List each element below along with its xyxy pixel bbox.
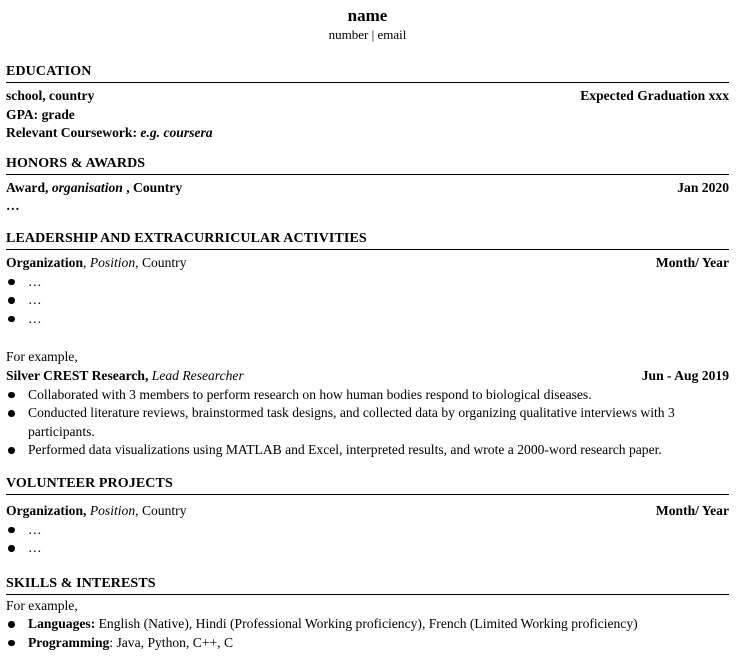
volunteer-org-line (6, 502, 187, 521)
bullet-icon (6, 386, 28, 399)
volunteer-position: Position, (89, 502, 139, 518)
section-heading-honors: HONORS & AWARDS (6, 156, 729, 175)
skills-intro: For example, (6, 597, 78, 613)
leadership-separator: , (83, 254, 90, 270)
skills-programming-line (28, 634, 729, 653)
volunteer-organization: Organization, (6, 502, 90, 518)
leadership-bullet-text: … (28, 292, 42, 308)
skills-programming-value: : Java, Python, C++, C (109, 634, 234, 650)
education-gpa: GPA: grade (6, 106, 75, 122)
education-school-row (6, 87, 729, 106)
bullet-icon (6, 634, 28, 647)
honors-date: Jan 2020 (677, 179, 729, 195)
resume-name: name (347, 6, 388, 25)
volunteer-country: Country (138, 502, 187, 518)
bullet-icon (6, 521, 28, 534)
volunteer-bullet (6, 521, 729, 540)
honors-award-row (6, 179, 729, 198)
leadership-example-bullet-text: Conducted literature reviews, brainstormed task designs, and collected data by organizing qualitative interviews with 3 participants. (28, 405, 675, 439)
bullet-icon (6, 404, 28, 417)
bullet-icon (6, 539, 28, 552)
leadership-example-bullet (6, 404, 729, 441)
leadership-org-row (6, 254, 729, 273)
section-heading-skills: SKILLS & INTERESTS (6, 576, 729, 595)
leadership-bullet-text: … (28, 273, 42, 289)
leadership-country: Country (138, 254, 187, 270)
education-graduation: Expected Graduation xxx (580, 88, 729, 103)
leadership-bullet (6, 310, 729, 329)
bullet-icon (6, 441, 28, 454)
leadership-example-bullet (6, 441, 729, 460)
honors-country: , Country (122, 179, 183, 195)
education-school: school, country (6, 88, 95, 103)
section-heading-volunteer: VOLUNTEER PROJECTS (6, 476, 729, 495)
leadership-example-position: Lead Researcher (151, 367, 244, 383)
volunteer-bullet (6, 539, 729, 558)
skills-programming-label: Programming (28, 634, 110, 650)
leadership-bullet-text: … (28, 310, 42, 326)
bullet-icon (6, 310, 28, 323)
leadership-example-org-line (6, 367, 244, 386)
leadership-example-date: Jun - Aug 2019 (641, 367, 729, 383)
bullet-icon (6, 291, 28, 304)
volunteer-org-row (6, 502, 729, 521)
bullet-icon (6, 615, 28, 628)
leadership-bullet (6, 291, 729, 310)
leadership-date: Month/ Year (655, 254, 729, 270)
leadership-org-line (6, 254, 187, 273)
skills-bullet-programming (6, 634, 729, 653)
education-coursework-example: e.g. coursera (137, 125, 213, 141)
leadership-example-bullet (6, 386, 729, 405)
education-coursework-label: Relevant Coursework: (6, 125, 138, 141)
leadership-example-intro: For example, (6, 349, 78, 365)
honors-award-line (6, 179, 182, 198)
bullet-icon (6, 273, 28, 286)
leadership-example-organization: Silver CREST Research, (6, 367, 152, 383)
volunteer-bullet-text: … (28, 521, 42, 537)
education-coursework-line (6, 124, 729, 143)
volunteer-date: Month/ Year (655, 502, 729, 518)
volunteer-bullet-text: … (28, 540, 42, 556)
honors-more: … (6, 198, 20, 214)
skills-languages-value: English (Native), Hindi (Professional Working proficiency), French (Limited Working proficiency) (95, 616, 638, 632)
skills-bullet-languages (6, 615, 729, 634)
leadership-example-bullet-text: Performed data visualizations using MATLAB and Excel, interpreted results, and wrote a 2000-word research paper. (28, 442, 662, 458)
skills-languages-label: Languages: (28, 616, 96, 632)
honors-organisation: organisation (51, 179, 123, 195)
skills-languages-line (28, 615, 729, 634)
section-heading-education: EDUCATION (6, 64, 729, 83)
leadership-bullet (6, 273, 729, 292)
leadership-example-org-row (6, 367, 729, 386)
resume-contact: number | email (328, 27, 407, 42)
honors-award: Award, (6, 179, 52, 195)
section-heading-leadership: LEADERSHIP AND EXTRACURRICULAR ACTIVITIES (6, 231, 729, 250)
leadership-position: Position, (89, 254, 139, 270)
leadership-example-bullet-text: Collaborated with 3 members to perform research on how human bodies respond to biological diseases. (28, 386, 592, 402)
leadership-organization: Organization (6, 254, 84, 270)
